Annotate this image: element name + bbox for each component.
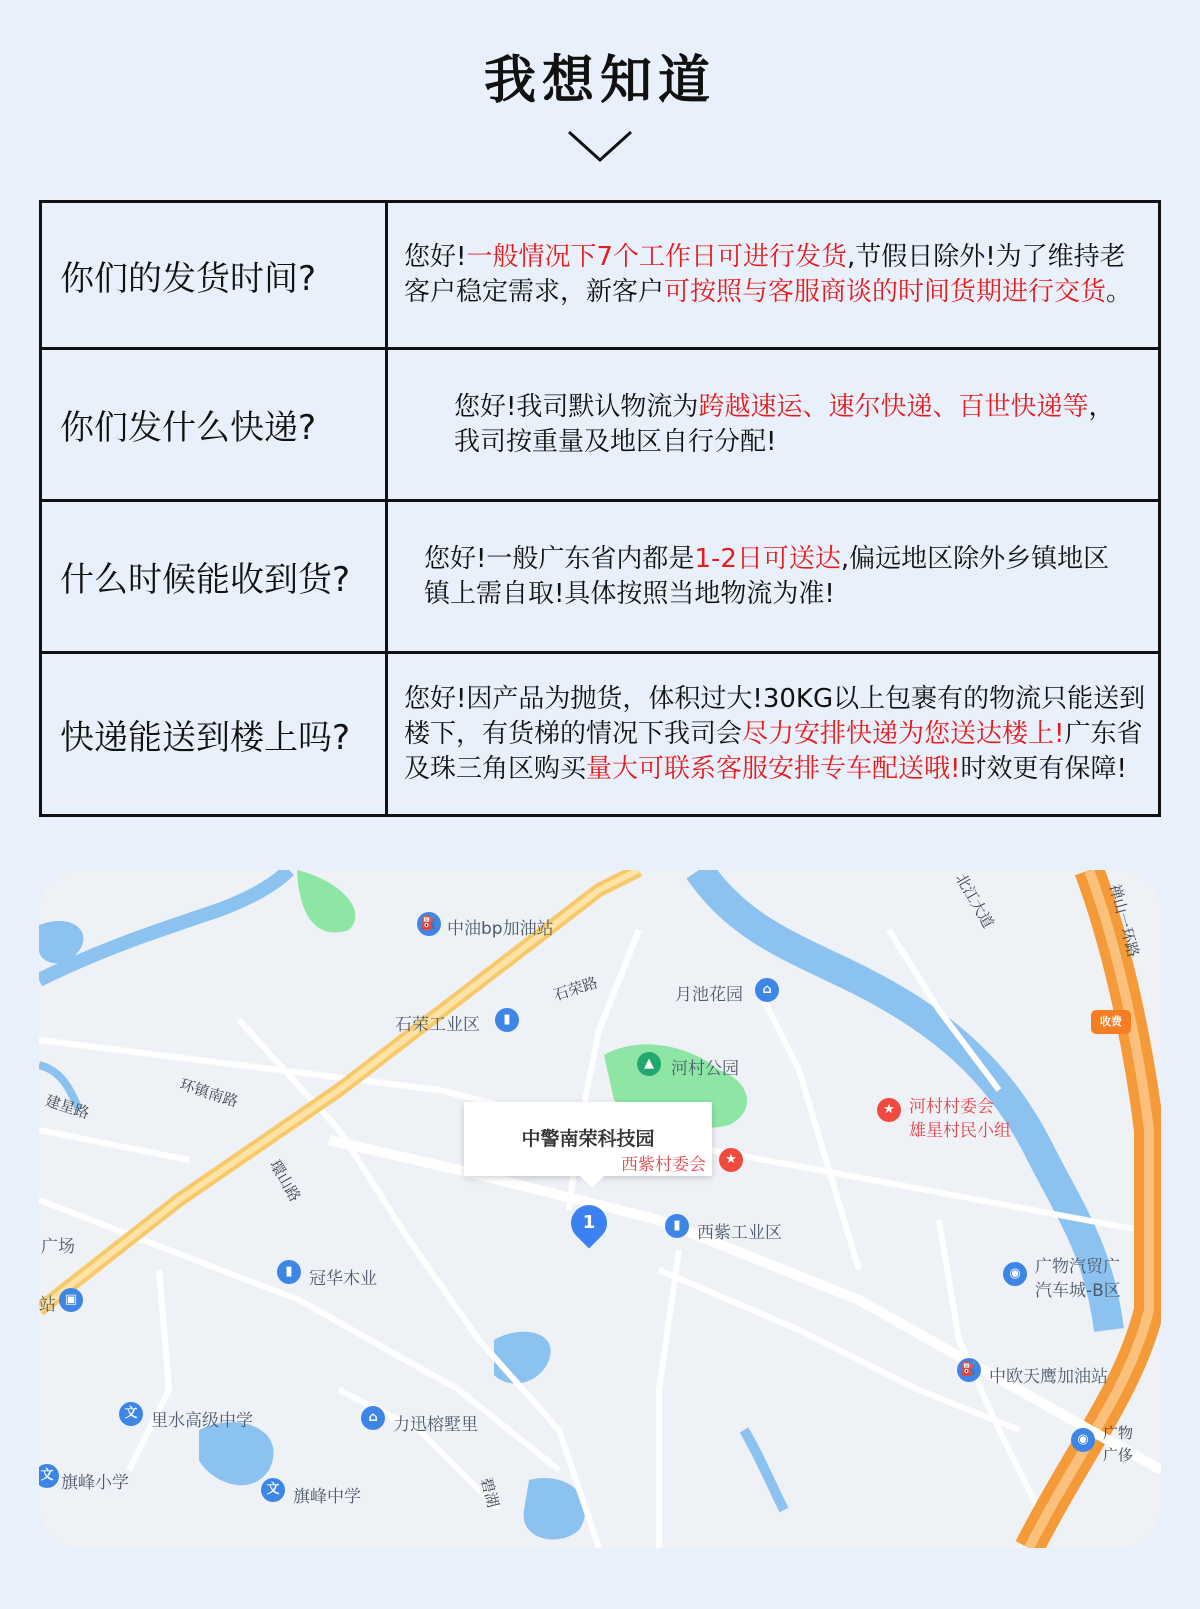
map-label-road: 建星路 <box>43 1091 92 1123</box>
map-label-guang-1: 广物 <box>1103 1424 1134 1442</box>
answer-text: 广东省及珠三角区购买 <box>404 718 1143 784</box>
map-label-school-3: 旗峰中学 <box>293 1487 361 1507</box>
map-label-wood: 冠华木业 <box>309 1269 377 1289</box>
answer-text: ,节假日除外!为了维持老客户稳定需求，新客户 <box>404 242 1126 307</box>
answer-highlight: 跨越速运、速尔快递、百世快递等 <box>698 391 1089 422</box>
map-label-group: 雄星村民小组 <box>909 1121 1011 1141</box>
map-label-xizi-industry: 西紫工业区 <box>697 1223 782 1243</box>
building-icon: ▮ <box>495 1008 519 1032</box>
faq-question: 什么时候能收到货? <box>41 501 387 653</box>
faq-row <box>41 653 1160 816</box>
government-icon: ★ <box>877 1098 901 1122</box>
school-icon: 文 <box>39 1464 59 1488</box>
map-label-road: 禅山一环路 <box>1105 882 1143 960</box>
map-label-park: 河村公园 <box>671 1059 739 1079</box>
answer-highlight: 1-2日可送达 <box>694 543 841 574</box>
faq-answer <box>387 653 1160 816</box>
faq-row <box>41 501 1160 653</box>
answer-text: 您好!因产品为抛货，体积过大!30KG以上包裹有的物流只能送到楼下，有货梯的情况下我司会 <box>404 683 1146 749</box>
answer-text: 。 <box>1106 277 1133 307</box>
map-label-committee: 河村村委会 <box>909 1097 994 1117</box>
faq-answer <box>387 349 1160 501</box>
answer-text: ,偏远地区除外乡镇地区镇上需自取!具体按照当地物流为准! <box>424 543 1110 609</box>
residential-icon: ⌂ <box>361 1406 385 1430</box>
map-label-garden: 月池花园 <box>675 985 743 1005</box>
answer-highlight: 一般情况下7个工作日可进行发货 <box>466 242 847 272</box>
map-label-xizi-committee: 西紫村委会 <box>621 1155 706 1175</box>
faq-answer <box>387 501 1160 653</box>
school-icon: 文 <box>119 1402 143 1426</box>
map-label-road: 環山路 <box>266 1156 305 1205</box>
car-icon: ◉ <box>1071 1428 1095 1452</box>
map-label-industry: 石荣工业区 <box>395 1015 480 1035</box>
faq-question: 你们的发货时间? <box>41 202 387 349</box>
faq-row <box>41 349 1160 501</box>
residential-icon: ⌂ <box>755 978 779 1002</box>
map-label-guang-2: 广侈 <box>1103 1446 1134 1464</box>
answer-text: ，我司按重量及地区自行分配! <box>454 391 1115 457</box>
map-label-auto-2: 汽车城-B区 <box>1035 1281 1121 1301</box>
school-icon: 文 <box>261 1478 285 1502</box>
map-label-road: 石荣路 <box>551 973 600 1005</box>
answer-text: 您好! <box>404 242 467 272</box>
bus-icon: ▣ <box>59 1288 83 1312</box>
government-icon: ★ <box>719 1148 743 1172</box>
faq-question: 快递能送到楼上吗? <box>41 653 387 816</box>
answer-highlight: 可按照与客服商谈的时间货期进行交货 <box>664 277 1107 307</box>
faq-table <box>39 200 1161 817</box>
faq-question: 你们发什么快递? <box>41 349 387 501</box>
map-label-plaza: 广场 <box>41 1237 75 1257</box>
chevron-down-icon <box>567 128 633 164</box>
car-icon: ◉ <box>1003 1262 1027 1286</box>
faq-answer <box>387 202 1160 349</box>
faq-row <box>41 202 1160 349</box>
location-map[interactable] <box>39 870 1161 1548</box>
answer-highlight: 尽力安排快递为您送达楼上! <box>742 718 1065 749</box>
location-callout[interactable]: 中警南荣科技园 <box>464 1102 712 1176</box>
gas-station-icon: ⛽ <box>417 912 441 936</box>
map-label-road: 碧湖 <box>476 1475 503 1510</box>
map-label-gas-1: 中油bp加油站 <box>447 919 554 939</box>
answer-text: 您好!一般广东省内都是 <box>424 543 695 574</box>
map-label-gas-2: 中欧天鹰加油站 <box>989 1367 1108 1387</box>
map-label-station: 站 <box>39 1295 56 1315</box>
gas-station-icon: ⛽ <box>957 1358 981 1382</box>
answer-text: 时效更有保障! <box>960 753 1127 784</box>
park-icon: ▲ <box>637 1052 661 1076</box>
map-label-school-1: 里水高级中学 <box>151 1411 253 1431</box>
map-label-road: 北江大道 <box>951 870 998 932</box>
location-marker-icon[interactable]: 1 <box>564 1198 615 1249</box>
building-icon: ▮ <box>277 1260 301 1284</box>
toll-icon: 收费 <box>1091 1010 1131 1034</box>
page-title: 我想知道 <box>483 51 716 111</box>
answer-text: 您好!我司默认物流为 <box>454 391 699 422</box>
building-icon: ▮ <box>665 1214 689 1238</box>
map-label-road: 环镇南路 <box>177 1075 241 1111</box>
answer-highlight: 量大可联系客服安排专车配送哦! <box>586 753 961 784</box>
map-label-school-2: 旗峰小学 <box>61 1473 129 1493</box>
map-label-villa: 力迅榕墅里 <box>393 1415 478 1435</box>
map-label-auto-1: 广物汽贸广 <box>1035 1257 1120 1277</box>
